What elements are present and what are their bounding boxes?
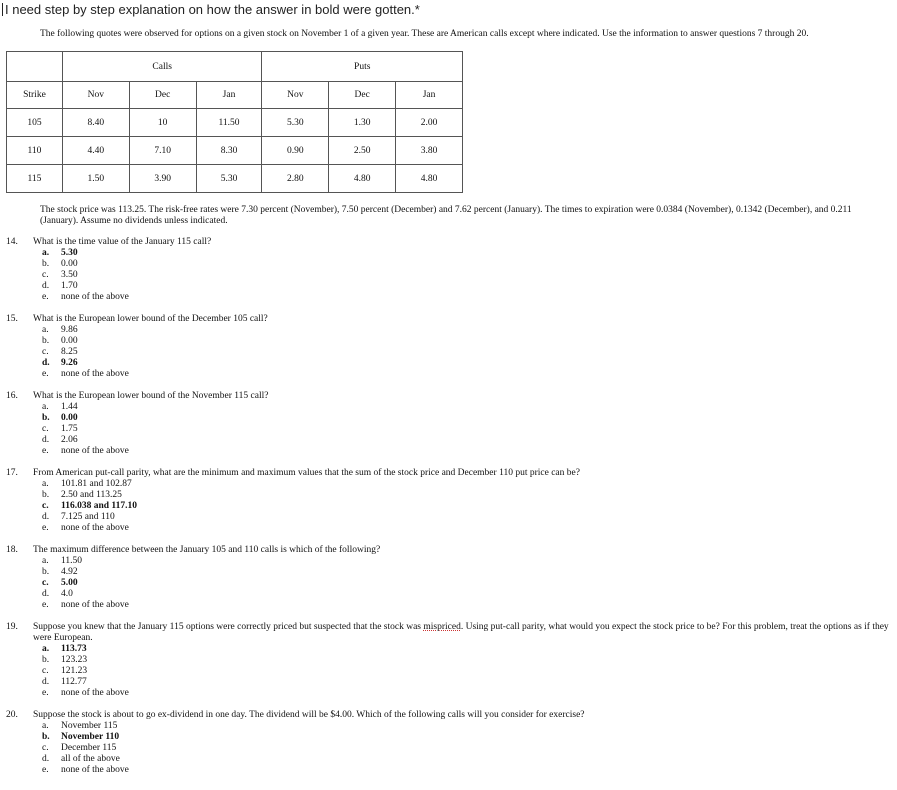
question-text: What is the European lower bound of the December 105 call? (33, 314, 268, 324)
table-cell: 4.80 (396, 165, 463, 193)
table-row (7, 137, 463, 165)
puts-group-header: Puts (262, 52, 463, 82)
question-number: 19. (6, 622, 18, 632)
question-text: What is the European lower bound of the November 115 call? (33, 391, 269, 401)
table-cell: 5.30 (196, 165, 262, 193)
table-cell: 4.80 (329, 165, 396, 193)
table-cell: 3.80 (396, 137, 463, 165)
text-cursor-icon (2, 3, 3, 16)
table-cell: 115 (7, 165, 63, 193)
option-quotes-table (6, 51, 463, 193)
table-cell: 11.50 (196, 109, 262, 137)
table-cell: 110 (7, 137, 63, 165)
column-header-put-jan: Jan (396, 82, 463, 109)
question-text: From American put-call parity, what are the minimum and maximum values that the sum of the stock price and December 110 put price can be? (33, 468, 580, 478)
table-cell: 0.90 (262, 137, 329, 165)
question-text: Suppose the stock is about to go ex-dividend in one day. The dividend will be $4.00. Which of the following calls will you consider for exercise? (33, 710, 585, 720)
question-text: What is the time value of the January 115 call? (33, 237, 212, 247)
column-header-call-dec: Dec (129, 82, 196, 109)
question-number: 18. (6, 545, 18, 555)
table-corner-cell (7, 52, 63, 82)
column-header-call-jan: Jan (196, 82, 262, 109)
table-cell: 5.30 (262, 109, 329, 137)
column-header-call-nov: Nov (62, 82, 129, 109)
question-number: 16. (6, 391, 18, 401)
stock-info-paragraph: The stock price was 113.25. The risk-free rates were 7.30 percent (November), 7.50 percent (December) and 7.62 percent (January). The times to expiration were 0.0384 (November), 0.1342 (December), and 0.211 (January). Assume no dividends unless indicated. (40, 205, 852, 226)
question-header-note (2, 2, 420, 17)
table-cell: 2.00 (396, 109, 463, 137)
table-header-row (7, 82, 463, 109)
question-number: 20. (6, 710, 18, 720)
table-cell: 2.50 (329, 137, 396, 165)
column-header-strike: Strike (7, 82, 63, 109)
table-cell: 10 (129, 109, 196, 137)
question-number: 15. (6, 314, 18, 324)
question-number: 14. (6, 237, 18, 247)
intro-paragraph: The following quotes were observed for options on a given stock on November 1 of a given year. These are American calls except where indicated. Use the information to answer questions 7 through 20. (40, 29, 809, 39)
header-note-text: I need step by step explanation on how the answer in bold were gotten.* (5, 2, 420, 17)
table-cell: 8.30 (196, 137, 262, 165)
table-cell: 1.30 (329, 109, 396, 137)
table-cell: 7.10 (129, 137, 196, 165)
table-row (7, 109, 463, 137)
table-group-header-row (7, 52, 463, 82)
column-header-put-dec: Dec (329, 82, 396, 109)
table-cell: 4.40 (62, 137, 129, 165)
question-number: 17. (6, 468, 18, 478)
question-text: Suppose you knew that the January 115 options were correctly priced but suspected that the stock was mispriced. Using put-call parity, what would you expect the stock price to be? For this problem, treat the options as if they were European. (33, 622, 889, 643)
table-cell: 3.90 (129, 165, 196, 193)
table-cell: 1.50 (62, 165, 129, 193)
table-cell: 105 (7, 109, 63, 137)
table-row (7, 165, 463, 193)
calls-group-header: Calls (62, 52, 262, 82)
question-text: The maximum difference between the January 105 and 110 calls is which of the following? (33, 545, 381, 555)
misspelled-word: mispriced (423, 622, 461, 632)
column-header-put-nov: Nov (262, 82, 329, 109)
table-cell: 2.80 (262, 165, 329, 193)
table-cell: 8.40 (62, 109, 129, 137)
